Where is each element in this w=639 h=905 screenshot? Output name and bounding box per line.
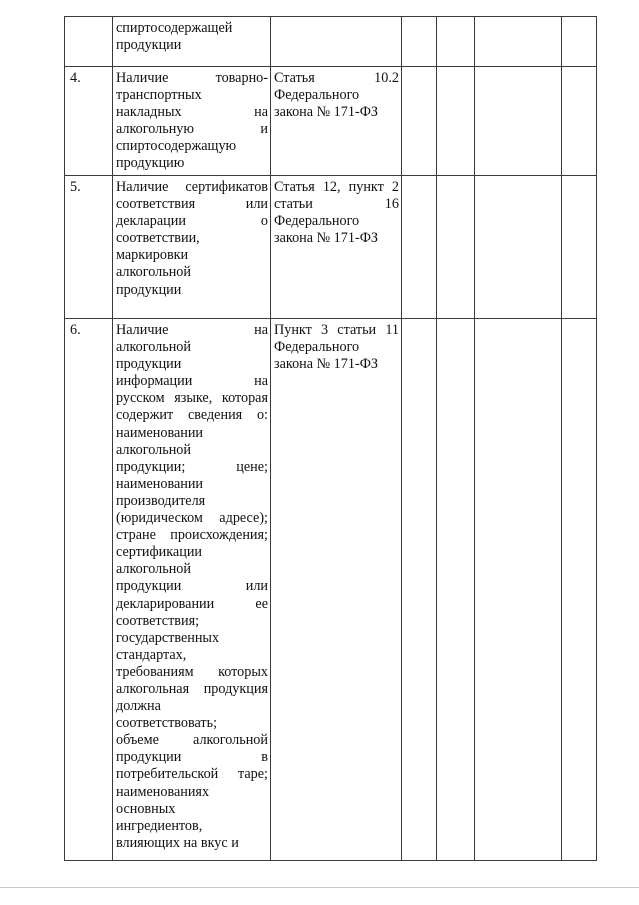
requirement-text-line: соответствии,	[116, 230, 200, 247]
notes-cell	[562, 17, 597, 67]
requirement-text-line: накладных на	[116, 104, 268, 121]
requirement-text-line: Наличие на	[116, 322, 268, 338]
legal-reference-line: Федерального	[274, 339, 360, 356]
legal-reference-line: Статья 10.2	[274, 70, 399, 86]
requirement-text-line: потребительской таре;	[116, 766, 268, 783]
requirement-text-line: продукции в	[116, 749, 268, 766]
requirement-text-line: ингредиентов,	[116, 817, 203, 834]
requirement-text-line: стандартах,	[116, 646, 187, 663]
answer-not-applicable-cell	[475, 67, 562, 176]
requirement-text-line: алкогольной	[116, 339, 191, 356]
requirement-text-line: продукции	[116, 356, 182, 373]
requirement-cell	[113, 67, 271, 176]
requirement-text-line: Наличие сертификатов	[116, 179, 268, 195]
legal-reference-cell	[271, 176, 402, 319]
table-row	[65, 176, 597, 319]
requirement-text-line: Наличие товарно-	[116, 70, 268, 86]
requirement-text-line: алкогольной	[116, 441, 191, 458]
answer-no-cell	[437, 176, 475, 319]
requirement-text-line: спиртосодержащую	[116, 138, 237, 155]
requirement-text-line: русском языке, которая	[116, 390, 268, 407]
requirement-text-line: соответствия или	[116, 196, 268, 213]
requirement-text-line: спиртосодержащей	[116, 20, 233, 36]
notes-cell	[562, 176, 597, 319]
requirement-text-line: алкогольная продукция	[116, 680, 268, 697]
requirement-text-line: наименованиях	[116, 783, 210, 800]
answer-not-applicable-cell	[475, 176, 562, 319]
requirement-text-line: алкогольной	[116, 264, 191, 281]
legal-reference-line: закона № 171-ФЗ	[274, 230, 379, 247]
requirement-text-line: декларировании ее	[116, 595, 268, 612]
requirement-text-line: сертификации	[116, 544, 203, 561]
answer-yes-cell	[402, 176, 437, 319]
legal-reference-cell	[271, 17, 402, 67]
requirement-text-line: государственных	[116, 629, 220, 646]
requirement-text-line: алкогольную и	[116, 121, 268, 138]
requirement-text-line: транспортных	[116, 87, 202, 104]
requirement-cell	[113, 176, 271, 319]
legal-reference-line: Федерального	[274, 213, 360, 230]
legal-reference-cell	[271, 67, 402, 176]
legal-reference-line: Статья 12, пункт 2	[274, 179, 399, 195]
legal-reference-line: статьи 16	[274, 196, 399, 213]
legal-reference-cell	[271, 319, 402, 861]
requirement-text-line: стране происхождения;	[116, 527, 268, 544]
requirement-text-line: влияющих на вкус и	[116, 834, 239, 851]
answer-not-applicable-cell	[475, 319, 562, 861]
requirement-text-line: продукции; цене;	[116, 458, 268, 475]
answer-no-cell	[437, 319, 475, 861]
requirement-text-line: алкогольной	[116, 561, 191, 578]
answer-no-cell	[437, 17, 475, 67]
requirement-text-line: информации на	[116, 373, 268, 390]
table-row	[65, 319, 597, 861]
requirement-text-line: должна	[116, 698, 161, 715]
requirement-text-line: соответствовать;	[116, 715, 218, 732]
notes-cell	[562, 67, 597, 176]
requirement-text-line: продукции	[116, 281, 182, 298]
requirements-table	[64, 16, 597, 861]
requirement-text-line: продукции или	[116, 578, 268, 595]
table-row	[65, 17, 597, 67]
answer-not-applicable-cell	[475, 17, 562, 67]
legal-reference-line: закона № 171-ФЗ	[274, 356, 379, 373]
page-bottom-edge	[0, 887, 639, 888]
row-number: 6.	[65, 319, 113, 861]
answer-yes-cell	[402, 319, 437, 861]
legal-reference-line: Пункт 3 статьи 11	[274, 322, 399, 338]
legal-reference-line: Федерального	[274, 87, 360, 104]
requirement-text-line: маркировки	[116, 247, 189, 264]
requirement-text-line: требованиям которых	[116, 663, 268, 680]
requirement-text-line: содержит сведения о:	[116, 407, 268, 424]
row-number: 5.	[65, 176, 113, 319]
row-number: 4.	[65, 67, 113, 176]
requirement-cell	[113, 17, 271, 67]
answer-yes-cell	[402, 17, 437, 67]
requirement-text-line: производителя	[116, 492, 206, 509]
answer-yes-cell	[402, 67, 437, 176]
requirement-text-line: объеме алкогольной	[116, 732, 268, 749]
requirement-text-line: основных	[116, 800, 176, 817]
requirement-text-line: (юридическом адресе);	[116, 510, 268, 527]
requirement-text-line: декларации о	[116, 213, 268, 230]
requirement-text-line: соответствия;	[116, 612, 200, 629]
requirement-cell	[113, 319, 271, 861]
answer-no-cell	[437, 67, 475, 176]
requirement-text-line: наименовании	[116, 475, 204, 492]
row-number	[65, 17, 113, 67]
requirement-text-line: продукцию	[116, 155, 185, 172]
notes-cell	[562, 319, 597, 861]
legal-reference-line: закона № 171-ФЗ	[274, 104, 379, 121]
requirement-text-line: наименовании	[116, 424, 204, 441]
table-row	[65, 67, 597, 176]
requirement-text-line: продукции	[116, 37, 182, 54]
